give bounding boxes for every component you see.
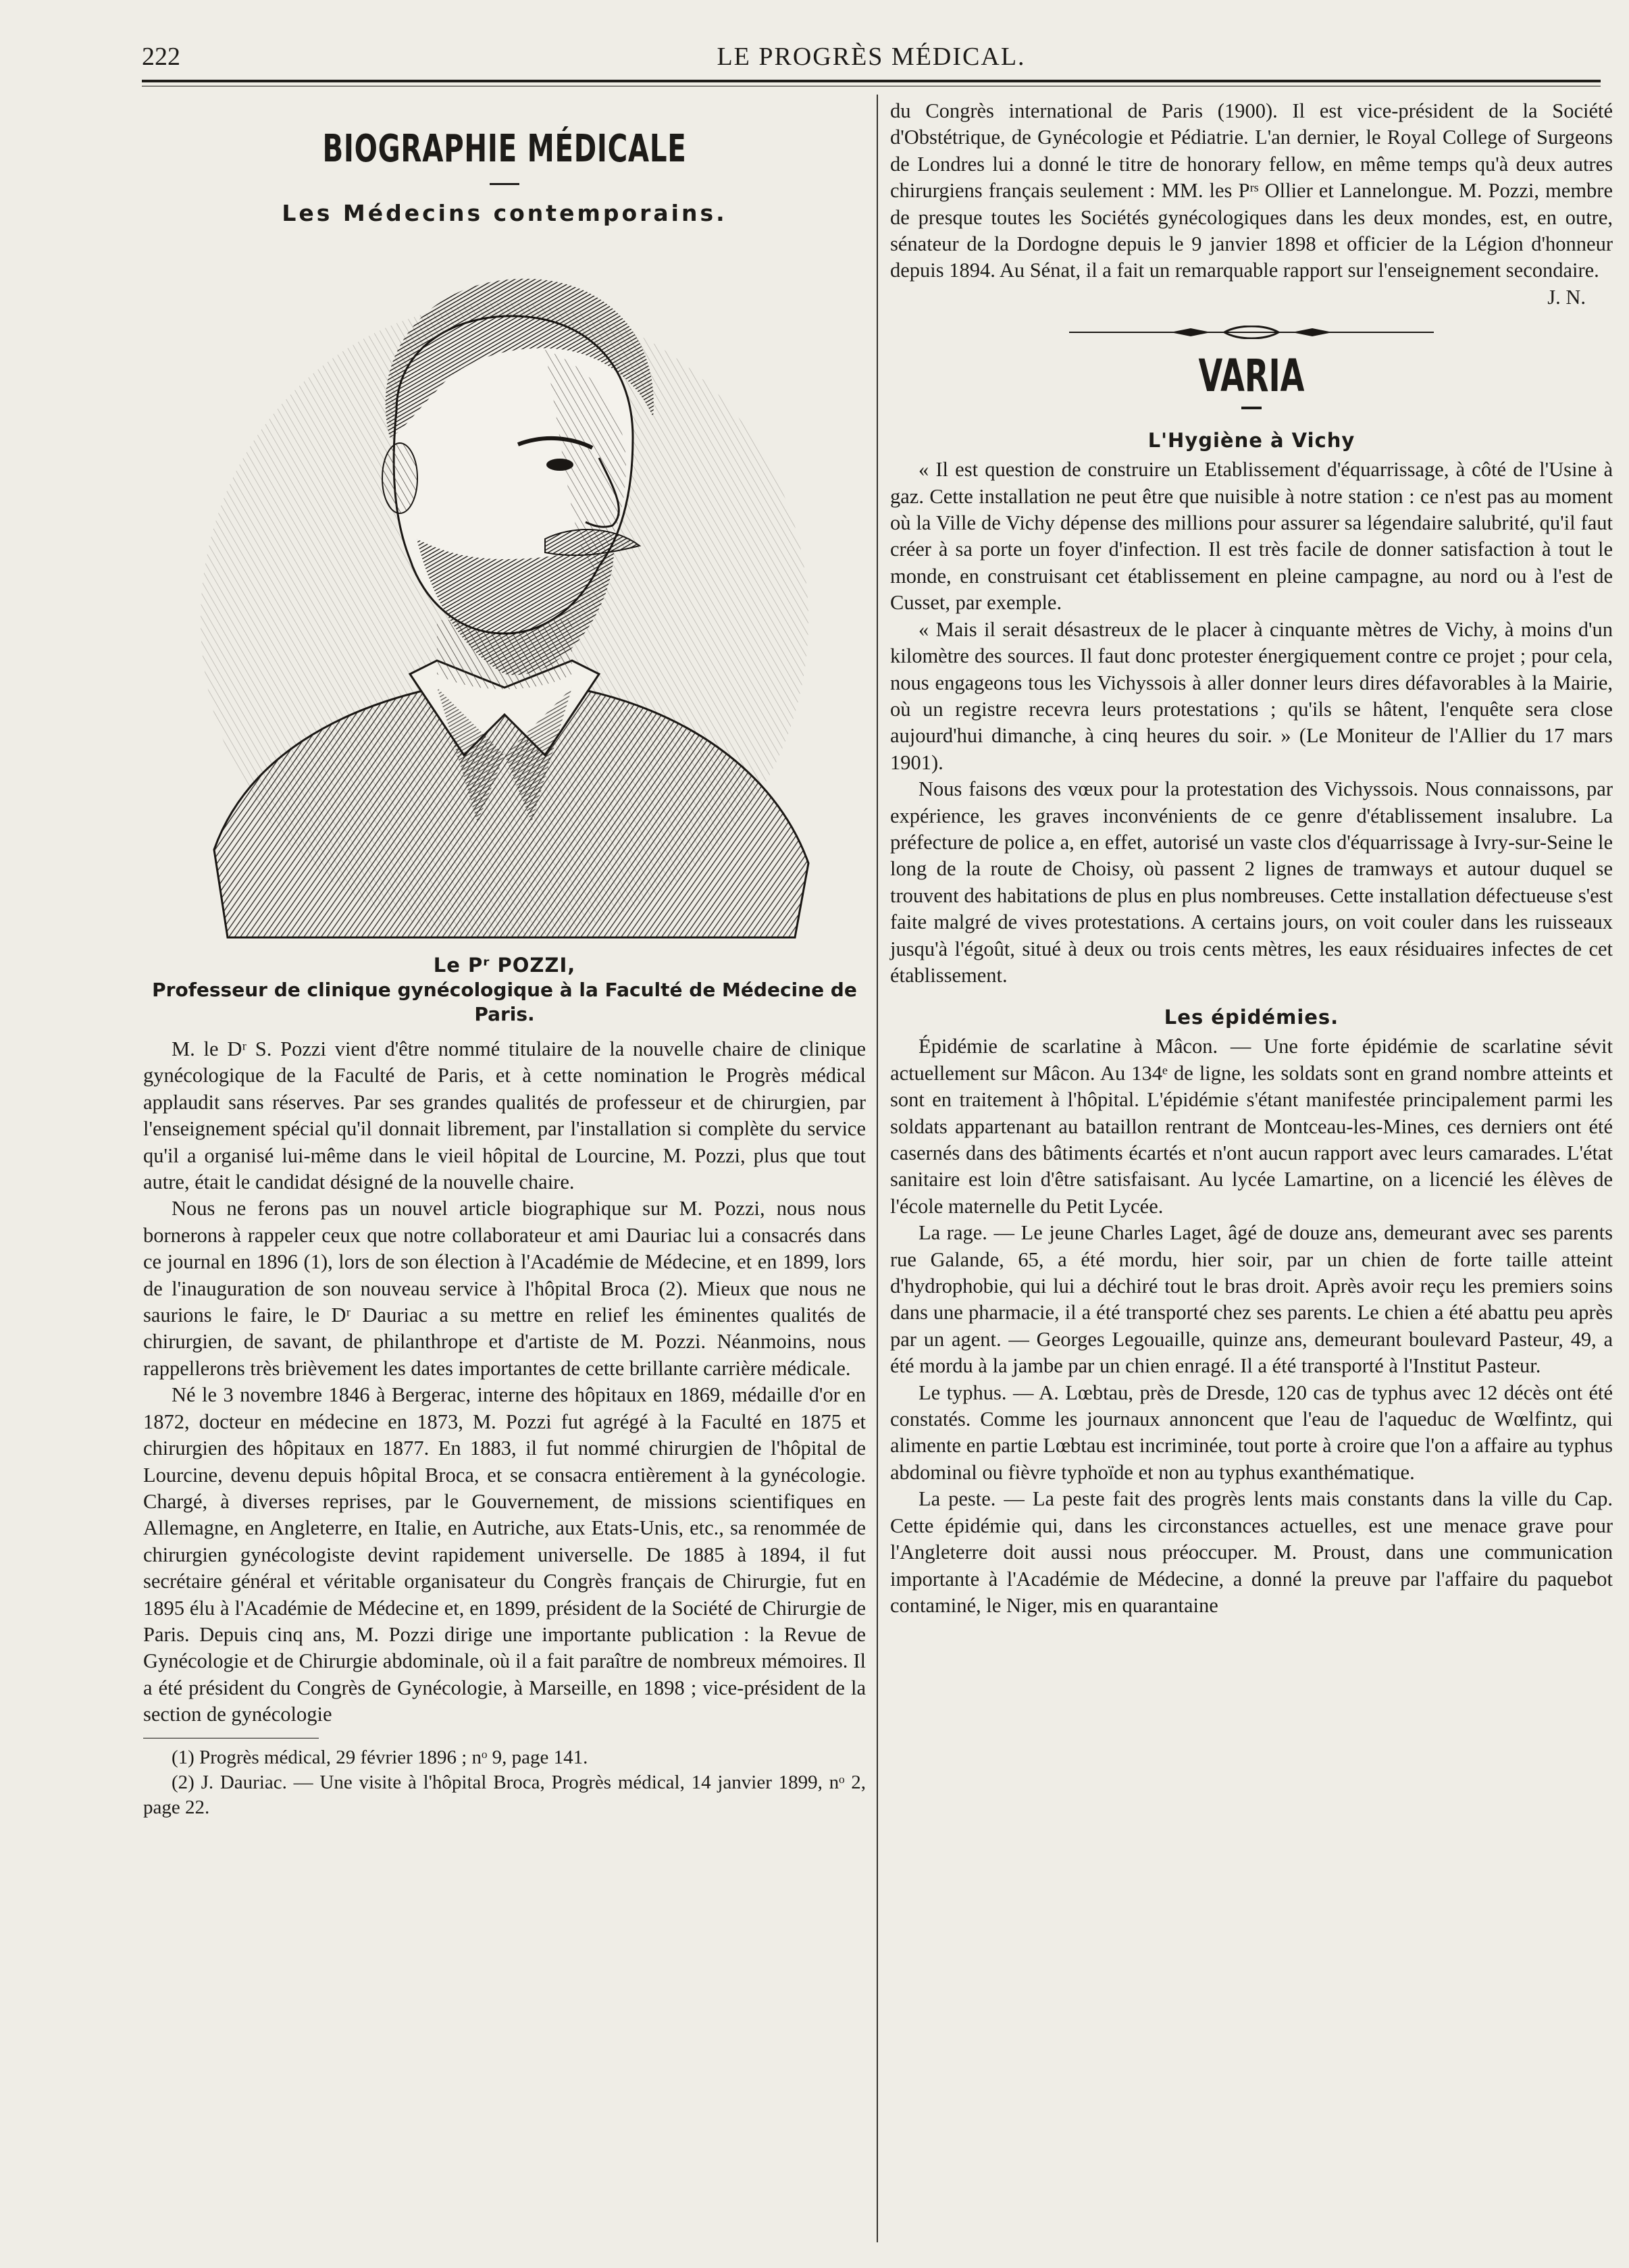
article-paragraph: Nous ne ferons pas un nouvel article biographique sur M. Pozzi, nous nous bornerons à rappeler ceux que notre collaborateur et ami Dauriac lui a consacrés dans ce journal en 1896 (1), lors de son élection à l'Académie de Médecine, et en 1899, lors de l'inauguration de son nouveau service à l'hôpital Broca (2). Mieux que nous ne saurions le faire, le Dʳ Dauriac a su mettre en relief les éminentes qualités de chirurgien, de savant, de philanthrope et d'artiste de M. Pozzi. Néanmoins, nous rappellerons très brièvement les dates importantes de cette brillante carrière médicale. xyxy=(143,1197,866,1380)
footnote: (1) Progrès médical, 29 février 1896 ; nᵒ 9, page 141. xyxy=(172,1746,588,1768)
portrait-caption-name: Le Pʳ POZZI, xyxy=(433,954,576,977)
left-column xyxy=(143,98,866,1820)
author-signature: J. N. xyxy=(1547,285,1586,309)
epidemies-paragraph: Épidémie de scarlatine à Mâcon. — Une forte épidémie de scarlatine sévit actuellement sur Mâcon. Au 134ᵉ de ligne, les soldats sont en grand nombre atteints et sont en traitement à l'hôpital. L'épidémie s'étant manifestée principalement parmi les soldats appartenant au bataillon rentrant de Montceau-les-Mines, ces derniers ont été casernés dans des bâtiments écartés et n'ont aucun rapport avec leurs camarades. L'état sanitaire est loin d'être satisfaisant. Au lycée Lamartine, on a licencié les élèves de l'école maternelle du Petit Lycée. xyxy=(890,1035,1613,1218)
hygiene-paragraph: « Il est question de construire un Etablissement d'équarrissage, à côté de l'Usine à gaz. Cette installation ne peut être que nuisible à notre station : ce n'est pas au moment où la Ville de Vichy dépense des millions pour assurer sa légendaire salubrité, qu'il faut créer à sa porte un foyer d'infection. Il est très facile de donner satisfaction à tout le monde, en construisant cet établissement en pleine campagne, au nord ou à l'est de Cusset, par exemple. xyxy=(890,458,1613,615)
column-divider xyxy=(877,95,878,2242)
header-rule-thick xyxy=(142,80,1601,82)
engraved-portrait-illustration xyxy=(167,242,842,944)
hygiene-paragraph: Nous faisons des vœux pour la protestation des Vichyssois. Nous connaissons, par expérience, les graves inconvénients de ce genre d'établissement insalubre. La préfecture de police a, en effet, autorisé un vaste clos d'équarrissage à Ivry-sur-Seine le long de la route de Choisy, où passent 2 lignes de tramways et autour duquel se trouvent des habitations de plus en plus nombreuses. Cette installation défectueuse s'est faite malgré de vives protestations. A certains jours, on voit couler dans les ruisseaux jusqu'à l'égoût, situé à deux ou trois cents mètres, les eaux résiduaires infectes de cet établissement. xyxy=(890,777,1613,987)
epidemies-paragraph: La rage. — Le jeune Charles Laget, âgé de douze ans, demeurant avec ses parents rue Galande, 65, a été mordu, hier soir, par un chien de forte taille atteint d'hydrophobie, qui lui a déchiré tout le bras droit. Après avoir reçu les premiers soins dans une pharmacie, il a été transporté chez ses parents. Le chien a été abattu peu après par un agent. — Georges Legouaille, quinze ans, demeurant boulevard Pasteur, 49, a été mordu à la jambe par un chien enragé. Il a été transporté à l'Institut Pasteur. xyxy=(890,1221,1613,1378)
article-paragraph: Né le 3 novembre 1846 à Bergerac, interne des hôpitaux en 1869, médaille d'or en 1872, docteur en médecine en 1873, M. Pozzi fut agrégé à la Faculté en 1875 et chirurgien des hôpitaux en 1877. En 1883, il fut nommé chirurgien de l'hôpital de Lourcine, devenu depuis hôpital Broca, et se consacra entièrement à la gynécologie. Chargé, à diverses reprises, par le Gouvernement, de missions scientifiques en Allemagne, en Angleterre, en Italie, en Autriche, aux Etats-Unis, etc., sa renommée de chirurgien gynécologiste devint rapidement universelle. De 1885 à 1894, il fut secrétaire général et véritable organisateur du Congrès français de Chirurgie, fut en 1895 élu à l'Académie de Médecine et, en 1899, président de la Société de Chirurgie de Paris. Depuis cinq ans, M. Pozzi dirige une importante publication : la Revue de Gynécologie et de Chirurgie abdominale, où il a fait paraître de nombreux mémoires. Il a été président du Congrès de Gynécologie, à Marseille, en 1898 ; vice-président de la section de gynécologie xyxy=(143,1383,866,1726)
portrait-icon xyxy=(167,242,842,944)
epidemies-paragraph: Le typhus. — A. Lœbtau, près de Dresde, 120 cas de typhus avec 12 décès ont été constatés. Comme les journaux annoncent que l'eau de l'aqueduc de Wœlfintz, qui alimente en partie Lœbtau est incriminée, tout porte à croire que l'on a affaire au typhus abdominal ou fièvre typhoïde et non au typhus exanthématique. xyxy=(890,1381,1613,1484)
decorative-rule-ornament xyxy=(1069,326,1434,339)
article-continuation: du Congrès international de Paris (1900). Il est vice-président de la Société d'Obstétrique, de Gynécologie et Pédiatrie. L'an dernier, le Royal College of Surgeons de Londres lui a donné le titre de honorary fellow, en même temps qu'à deux autres chirurgiens français seulement : MM. les Pʳˢ Ollier et Lannelongue. M. Pozzi, membre de presque toutes les Sociétés gynécologiques dans les deux mondes, est, en outre, sénateur de la Dordogne depuis le 9 janvier 1898 et officier de la Légion d'honneur depuis 1894. Au Sénat, il a fait un remarquable rapport sur l'enseignement secondaire. xyxy=(890,99,1613,282)
epidemies-heading: Les épidémies. xyxy=(1164,1006,1339,1029)
article-paragraph: M. le Dʳ S. Pozzi vient d'être nommé titulaire de la nouvelle chaire de clinique gynécologique de la Faculté de Paris, et à cette nomination le Progrès médical applaudit sans réserves. Par ses grandes qualités de professeur et de chirurgien, par l'enseignement spécial qu'il donnait librement, par l'installation si complète du service qu'il a organisé lui-même dans le vieil hôpital de Lourcine, M. Pozzi, plus que tout autre, était le candidat désigné de la nouvelle chaire. xyxy=(143,1037,866,1194)
ornament-icon xyxy=(1069,326,1434,339)
hygiene-paragraph: « Mais il serait désastreux de le placer à cinquante mètres de Vichy, à moins d'un kilomètre des sources. Il faut donc protester énergiquement contre ce projet ; pour cela, nous engageons tous les Vichyssois à aller donner leurs dires défavorables à la Mairie, où un registre recevra leurs protestations ; qu'ils se hâtent, l'enquête sera close aujourd'hui dimanche, à cinq heures du soir. » (Le Moniteur de l'Allier du 17 mars 1901). xyxy=(890,617,1613,774)
right-column xyxy=(890,98,1613,1619)
hygiene-heading: L'Hygiène à Vichy xyxy=(1147,429,1355,453)
running-header xyxy=(142,42,1601,76)
varia-dash xyxy=(1241,407,1262,409)
page-number: 222 xyxy=(142,43,180,71)
journal-title: LE PROGRÈS MÉDICAL. xyxy=(717,43,1026,71)
section-title: BIOGRAPHIE MÉDICALE xyxy=(322,127,687,171)
varia-title: VARIA xyxy=(1198,350,1305,403)
footnote: (2) J. Dauriac. — Une visite à l'hôpital Broca, Progrès médical, 14 janvier 1899, nᵒ 2, page 22. xyxy=(143,1771,866,1818)
title-dash xyxy=(490,183,519,185)
section-subtitle: Les Médecins contemporains. xyxy=(282,200,727,226)
portrait-caption-description: Professeur de clinique gynécologique à la Faculté de Médecine de Paris. xyxy=(152,979,857,1025)
epidemies-paragraph: La peste. — La peste fait des progrès lents mais constants dans la ville du Cap. Cette épidémie qui, dans les circonstances actuelles, est une menace grave pour l'Angleterre doit aussi nous préoccuper. M. Proust, dans une communication importante à l'Académie de Médecine, a donné la preuve par l'affaire du paquebot contaminé, le Niger, mis en quarantaine xyxy=(890,1487,1613,1617)
